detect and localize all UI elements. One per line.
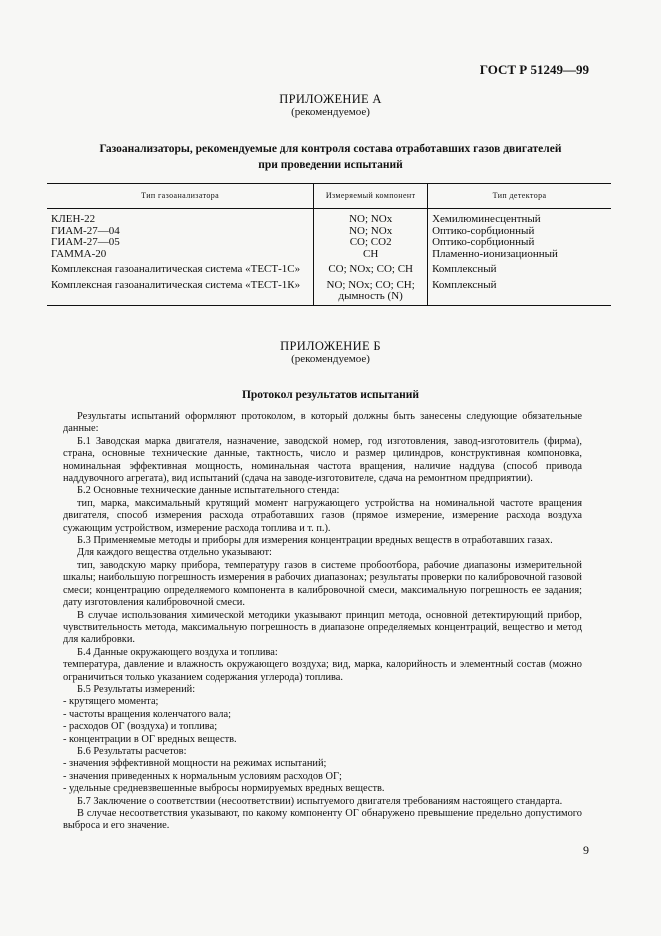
paragraph: температура, давление и влажность окружающего воздуха; вид, марка, калорийность и элементный состав (можно ограничиться только указанием содержания углерода) топлива. [63,659,582,683]
paragraph: Результаты испытаний оформляют протоколом, в который должны быть занесены следующие обязательные данные: [63,411,582,435]
component-value: NO; NOx [349,213,393,225]
component-value: CH [363,247,379,260]
analyzer-name: ГАММА-20 [51,247,107,260]
paragraph: Б.6 Результаты расчетов: [77,745,187,757]
paragraph: Б.7 Заключение о соответствии (несоответствии) испытуемого двигателя требованиям настоящего стандарта. [77,795,563,807]
paragraph: Для каждого вещества отдельно указывают: [77,547,272,559]
paragraph: тип, заводскую марку прибора, температуру газов в системе пробоотбора, рабочие диапазоны измерительной шкалы; наибольшую погрешность измерения в рабочих диапазонах; результаты проверки по калибровочной газовой смеси; концентрацию определяемого компонента в калибровочной смеси, максимальную погрешность ее задания; дату изготовления калибровочной смеси. [63,559,582,609]
appendix-a-heading-line2: при проведении испытаний [258,159,403,171]
appendix-b-heading: Протокол результатов испытаний [241,389,420,401]
paragraph: тип, марка, максимальный крутящий момент нагружающего устройства на номинальной частоте вращения двигателя, способ измерения расхода отработавших газов (прямое измерение, измерение расхода воздуха сужающим устройством, измерение расхода топлива и т. п.). [63,497,582,534]
appendix-b-title: ПРИЛОЖЕНИЕ Б [280,339,381,353]
detector-type: Оптико-сорбционный [432,236,535,248]
table-row [47,260,611,276]
table-row [47,276,611,306]
component-value: дымность (N) [338,290,403,302]
list-item: - значения приведенных к нормальным условиям расходов ОГ; [63,770,342,782]
component-value: CO; CO2 [349,236,392,248]
protocol-text [63,411,582,833]
standard-number: ГОСТ Р 51249—99 [479,62,589,77]
appendix-b-subtitle: (рекомендуемое) [291,353,370,365]
list-item: - частоты вращения коленчатого вала; [63,708,231,720]
component-value: NO; NOx [349,224,393,237]
appendix-a-subtitle: (рекомендуемое) [291,106,370,118]
paragraph: В случае несоответствия указывают, по какому компоненту ОГ обнаружено превышение предельно допустимого выброса и его значение. [63,808,582,832]
detector-type: Комплексный [428,276,611,306]
paragraph: Б.2 Основные технические данные испытательного стенда: [77,485,340,497]
analyzer-name: ГИАМ-27—05 [51,236,120,248]
table-row [47,209,611,261]
analyzer-name: Комплексная газоаналитическая система «ТЕСТ-1К» [47,276,314,306]
list-item: - расходов ОГ (воздуха) и топлива; [63,721,218,733]
column-header: Измеряемый компонент [314,184,428,209]
gas-analyzer-table [47,183,611,306]
component-value: CO; NOx; CO; CH [314,260,428,276]
list-item: - удельные средневзвешенные выбросы нормируемых вредных веществ. [63,783,385,795]
analyzer-name: ГИАМ-27—04 [51,224,120,237]
detector-type: Оптико-сорбционный [432,224,535,237]
table-header-row [47,184,611,209]
paragraph: Б.3 Применяемые методы и приборы для измерения концентрации вредных веществ в отработавших газах. [77,535,553,547]
appendix-a-title: ПРИЛОЖЕНИЕ А [279,92,382,106]
list-item: - крутящего момента; [63,696,159,708]
paragraph: В случае использования химической методики указывают принцип метода, основной детектирующий прибор, чувствительность метода, максимальную погрешность в диапазоне определяемых концентраций, вещество и метод для калибровки. [63,609,582,646]
appendix-a-heading-line1: Газоанализаторы, рекомендуемые для контроля состава отработавших газов двигателей [99,143,562,155]
analyzer-name: КЛЕН-22 [51,213,96,225]
component-value: NO; NOx; CO; CH; [326,278,415,291]
detector-type: Хемилюминесцентный [432,213,541,225]
list-item: - концентрации в ОГ вредных веществ. [63,733,237,745]
paragraph: Б.5 Результаты измерений: [77,683,196,695]
detector-type: Пламенно-ионизационный [432,247,558,260]
column-header: Тип газоанализатора [47,184,314,209]
column-header: Тип детектора [428,184,611,209]
list-item: - значения эффективной мощности на режимах испытаний; [63,758,327,770]
detector-type: Комплексный [428,260,611,276]
page-number: 9 [583,843,589,857]
paragraph: Б.4 Данные окружающего воздуха и топлива: [77,646,278,658]
analyzer-name: Комплексная газоаналитическая система «ТЕСТ-1С» [51,263,301,275]
paragraph: Б.1 Заводская марка двигателя, назначение, заводской номер, год изготовления, завод-изготовитель (фирма), страна, основные технические данные, тактность, число и размер цилиндров, конструктивная компоновка, номинальная эффективная мощность, номинальная частота вращения, наличие наддува (способ привода наддувочного агрегата), вид испытаний (сдача на заводе-изготовителе, сдача на ремонтном предприятии). [63,435,582,485]
